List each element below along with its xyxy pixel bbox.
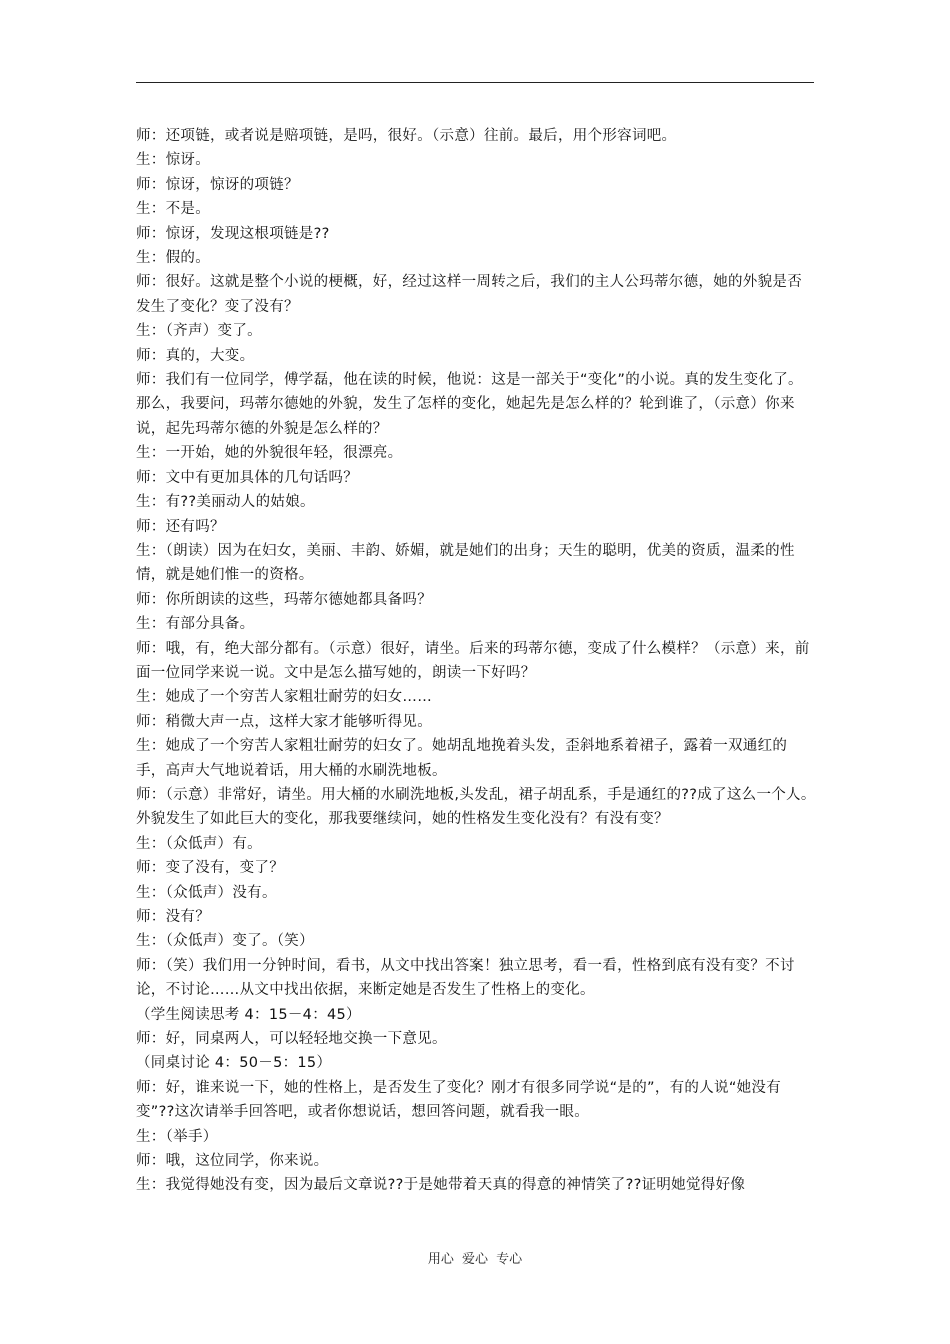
document-body [136, 124, 816, 1198]
paragraph: 师：没有？ [136, 909, 210, 925]
paragraph: 师：你所朗读的这些，玛蒂尔德她都具备吗？ [136, 591, 432, 608]
paragraph: 师：还有吗？ [136, 518, 225, 535]
paragraph: 师：哦，有，绝大部分都有。（示意）很好，请坐。后来的玛蒂尔德，变成了什么模样？（示意）来，前面一位同学来说一说。文中是怎么描写她的，朗读一下好吗？ [136, 640, 810, 681]
paragraph: 师：很好。这就是整个小说的梗概，好，经过这样一周转之后，我们的主人公玛蒂尔德，她的外貌是否发生了变化？变了没有？ [136, 274, 802, 315]
paragraph: 生：有部分具备。 [136, 616, 255, 633]
paragraph: 生：（朗读）因为在妇女，美丽、丰韵、娇媚，就是她们的出身；天生的聪明，优美的资质，温柔的性情，就是她们惟一的资格。 [136, 542, 795, 584]
paragraph: 生：她成了一个穷苦人家粗壮耐劳的妇女了。她胡乱地挽着头发，歪斜地系着裙子，露着一双通红的手，高声大气地说着话，用大桶的水刷洗地板。 [136, 738, 788, 779]
paragraph: 师：惊讶，惊讶的项链？ [136, 176, 299, 193]
paragraph: 生：（众低声）有。 [136, 835, 262, 852]
paragraph: 师：哦，这位同学，你来说。 [136, 1153, 329, 1170]
paragraph: 生：惊讶。 [136, 152, 210, 169]
paragraph: （学生阅读思考 4：15－4：45） [136, 1006, 361, 1023]
paragraph: 生：有??美丽动人的姑娘。 [136, 494, 315, 511]
paragraph: 师：惊讶，发现这根项链是?? [136, 225, 330, 242]
paragraph: 师：（笑）我们用一分钟时间，看书，从文中找出答案！独立思考，看一看，性格到底有没有变？不讨论，不讨论……从文中找出依据，来断定她是否发生了性格上的变化。 [136, 957, 795, 999]
page-footer: 用心 爱心 专心 [427, 1252, 523, 1267]
paragraph: 生：（举手） [136, 1128, 218, 1145]
paragraph: 师：还项链，或者说是赔项链，是吗，很好。（示意）往前。最后，用个形容词吧。 [136, 128, 677, 144]
paragraph: 师：文中有更加具体的几句话吗？ [136, 469, 358, 486]
paragraph: 生：（众低声）变了。（笑） [136, 933, 314, 950]
paragraph: 师：稍微大声一点，这样大家才能够听得见。 [136, 713, 432, 730]
paragraph: 生：不是。 [136, 201, 210, 218]
paragraph: 生：我觉得她没有变，因为最后文章说??于是她带着天真的得意的神情笑了??证明她觉得好像 [136, 1177, 746, 1194]
paragraph: 师：好，同桌两人，可以轻轻地交换一下意见。 [136, 1031, 447, 1048]
paragraph: 生：（众低声）没有。 [136, 884, 277, 901]
header-rule [136, 82, 814, 83]
paragraph: （同桌讨论 4：50－5：15） [136, 1055, 332, 1072]
paragraph: 师：变了没有，变了？ [136, 860, 284, 877]
paragraph: 生：（齐声）变了。 [136, 323, 262, 340]
paragraph: 生：一开始，她的外貌很年轻，很漂亮。 [136, 445, 403, 462]
paragraph: 生：她成了一个穷苦人家粗壮耐劳的妇女…… [136, 689, 432, 706]
paragraph: 师：（示意）非常好，请坐。用大桶的水刷洗地板,头发乱，裙子胡乱系，手是通红的??成了这么一个人。外貌发生了如此巨大的变化，那我要继续问，她的性格发生变化没有？有没有变？ [136, 786, 816, 828]
paragraph: 师：真的，大变。 [136, 347, 255, 364]
paragraph: 师：好，谁来说一下，她的性格上，是否发生了变化？刚才有很多同学说“是的”，有的人说“她没有变”??这次请举手回答吧，或者你想说话，想回答问题，就看我一眼。 [136, 1079, 782, 1121]
paragraph: 师：我们有一位同学，傅学磊，他在读的时候，他说：这是一部关于“变化”的小说。真的发生变化了。那么，我要问，玛蒂尔德她的外貌，发生了怎样的变化，她起先是怎么样的？轮到谁了，（示意）你来说，起先玛蒂尔德的外貌是怎么样的？ [136, 372, 803, 437]
paragraph: 生：假的。 [136, 250, 210, 267]
